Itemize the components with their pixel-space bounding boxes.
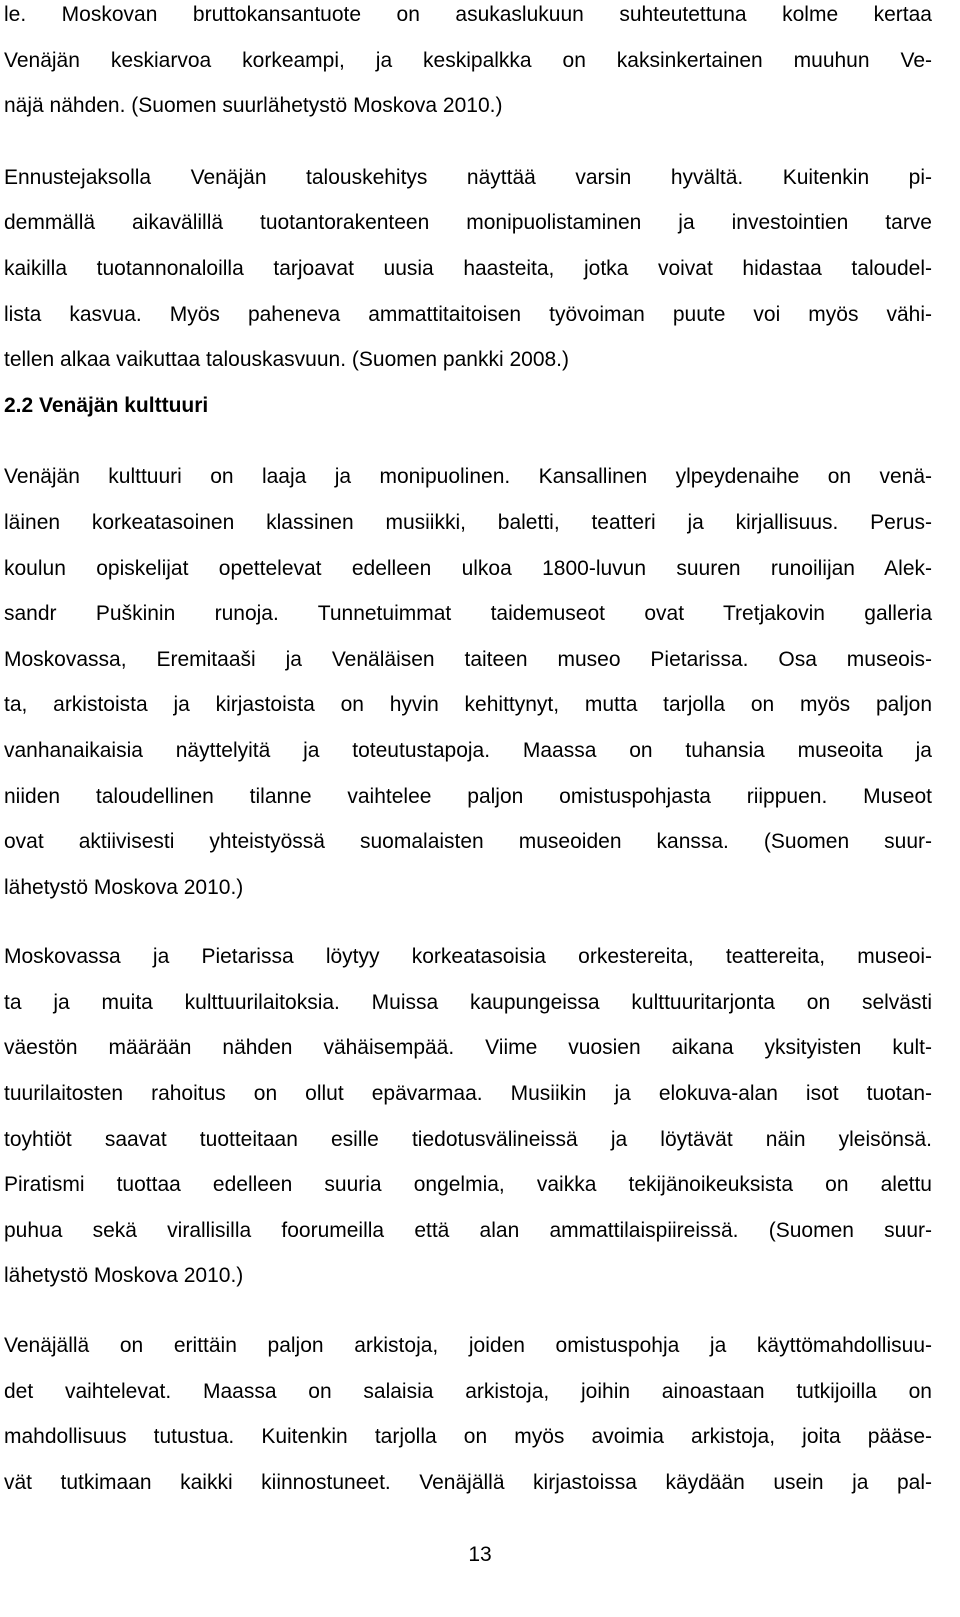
text-line: niiden taloudellinen tilanne vaihtelee paljon omistuspohjasta riippuen. Museot [4,784,932,808]
paragraph-spacer [4,910,932,934]
text-line: Moskovassa ja Pietarissa löytyy korkeatasoisia orkestereita, teattereita, museoi- [4,945,932,969]
page-number: 13 [468,1543,492,1566]
text-line: Venäjän keskiarvoa korkeampi, ja keskipalkka on kaksinkertainen muuhun Ve- [4,48,932,72]
text-line: näjä nähden. (Suomen suurlähetystö Moskova 2010.) [4,94,503,118]
text-line: toyhtiöt saavat tuotteitaan esille tiedotusvälineissä ja löytävät näin yleisönsä. [4,1127,932,1151]
paragraph-cultural-institutions [4,934,932,1299]
text-line: Piratismi tuottaa edelleen suuria ongelmia, vaikka tekijänoikeuksista on alettu [4,1173,932,1197]
text-line: Venäjän kulttuuri on laaja ja monipuolinen. Kansallinen ylpeydenaihe on venä- [4,465,932,489]
section-heading: 2.2 Venäjän kulttuuri [4,393,209,417]
text-line: mahdollisuus tutustua. Kuitenkin tarjolla on myös avoimia arkistoja, joita pääse- [4,1425,932,1449]
document-page [4,0,932,1505]
text-line: demmällä aikavälillä tuotantorakenteen monipuolistaminen ja investointien tarve [4,211,932,235]
text-line: tellen alkaa vaikuttaa talouskasvuun. (Suomen pankki 2008.) [4,348,570,372]
text-line: lähetystö Moskova 2010.) [4,875,244,899]
text-line: vät tutkimaan kaikki kiinnostuneet. Venäjällä kirjastoissa käydään usein ja pal- [4,1470,932,1494]
paragraph-spacer [4,129,932,155]
paragraph-spacer [4,1299,932,1323]
text-line: vanhanaikaisia näyttelyitä ja toteutustapoja. Maassa on tuhansia museoita ja [4,738,932,762]
text-line: puhua sekä virallisilla foorumeilla että alan ammattilaispiireissä. (Suomen suur- [4,1218,932,1242]
paragraph-economic-forecast [4,155,932,383]
text-line: läinen korkeatasoinen klassinen musiikki, baletti, teatteri ja kirjallisuus. Perus- [4,510,932,534]
heading-spacer [4,428,932,454]
text-line: koulun opiskelijat opettelevat edelleen ulkoa 1800-luvun suuren runoilijan Alek- [4,556,932,580]
text-line: lista kasvua. Myös paheneva ammattitaitoisen työvoiman puute voi myös vähi- [4,302,932,326]
text-line: Moskovassa, Eremitaaši ja Venäläisen taiteen museo Pietarissa. Osa museois- [4,647,932,671]
text-line: le. Moskovan bruttokansantuote on asukaslukuun suhteutettuna kolme kertaa [4,3,932,26]
text-line: det vaihtelevat. Maassa on salaisia arkistoja, joihin ainoastaan tutkijoilla on [4,1379,932,1403]
text-line: väestön määrään nähden vähäisempää. Viime vuosien aikana yksityisten kult- [4,1036,932,1060]
text-line: sandr Puškinin runoja. Tunnetuimmat taidemuseot ovat Tretjakovin galleria [4,602,932,626]
text-line: kaikilla tuotannonaloilla tarjoavat uusia haasteita, jotka voivat hidastaa taloudel- [4,256,932,280]
paragraph-russian-culture [4,454,932,910]
paragraph-moscow-economy [4,0,932,129]
text-line: ovat aktiivisesti yhteistyössä suomalaisten museoiden kanssa. (Suomen suur- [4,830,932,854]
paragraph-archives [4,1323,932,1505]
text-line: Ennustejaksolla Venäjän talouskehitys näyttää varsin hyvältä. Kuitenkin pi- [4,165,932,189]
text-line: lähetystö Moskova 2010.) [4,1264,244,1288]
text-line: tuurilaitosten rahoitus on ollut epävarmaa. Musiikin ja elokuva-alan isot tuotan- [4,1082,932,1106]
text-line: ta, arkistoista ja kirjastoista on hyvin kehittynyt, mutta tarjolla on myös paljon [4,693,932,717]
text-line: ta ja muita kulttuurilaitoksia. Muissa kaupungeissa kulttuuritarjonta on selvästi [4,990,932,1014]
text-line: Venäjällä on erittäin paljon arkistoja, joiden omistuspohja ja käyttömahdollisuu- [4,1334,932,1358]
